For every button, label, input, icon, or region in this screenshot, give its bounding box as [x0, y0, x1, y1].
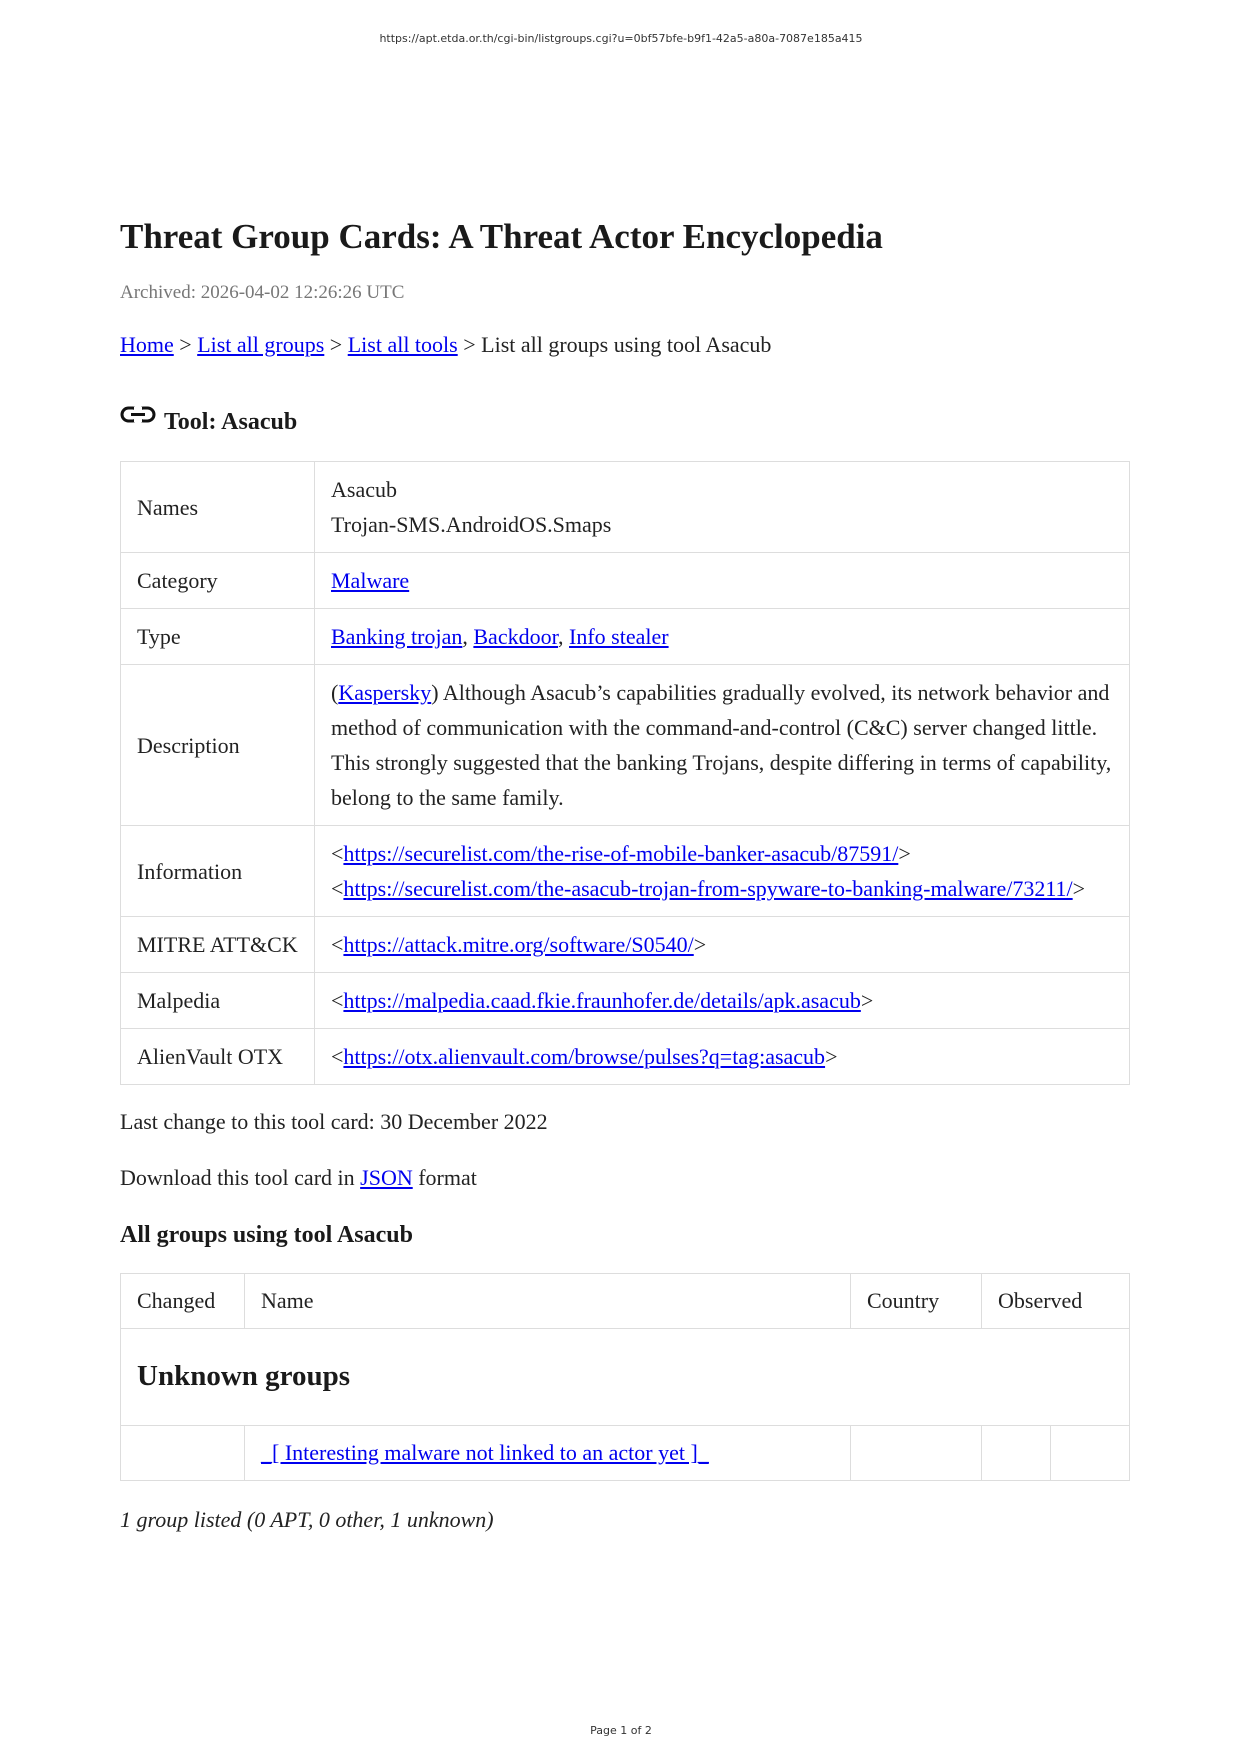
mitre-link[interactable]: https://attack.mitre.org/software/S0540/ [343, 932, 694, 957]
print-url: https://apt.etda.or.th/cgi-bin/listgroups.cgi?u=0bf57bfe-b9f1-42a5-a80a-7087e185a415 [379, 32, 863, 45]
column-header-name: Name [245, 1274, 851, 1329]
type-value [315, 609, 1130, 665]
groups-table [120, 1273, 1130, 1481]
description-label: Description [121, 665, 315, 826]
names-value [315, 462, 1130, 553]
breadcrumb-current: List all groups using tool Asacub [481, 332, 772, 357]
angle-open: < [331, 841, 344, 866]
breadcrumb-groups-link[interactable]: List all groups [197, 332, 325, 357]
download-line [120, 1163, 1130, 1193]
otx-value [315, 1029, 1130, 1085]
otx-row [121, 1029, 1130, 1085]
cell-extra [1051, 1426, 1130, 1481]
breadcrumb-tools-link[interactable]: List all tools [347, 332, 458, 357]
description-row [121, 665, 1130, 826]
information-value [315, 826, 1130, 917]
angle-close: > [860, 988, 874, 1013]
last-change: Last change to this tool card: 30 December 2022 [120, 1109, 548, 1134]
page-title: Threat Group Cards: A Threat Actor Encyclopedia [120, 217, 883, 256]
main-content [120, 200, 1130, 1535]
json-download-link[interactable]: JSON [360, 1165, 413, 1190]
category-label: Category [121, 553, 315, 609]
type-link-info-stealer[interactable]: Info stealer [569, 624, 669, 649]
type-label: Type [121, 609, 315, 665]
category-value [315, 553, 1130, 609]
angle-open: < [331, 876, 344, 901]
angle-open: < [331, 932, 344, 957]
tool-heading [120, 406, 1130, 438]
information-item [331, 871, 1113, 906]
column-header-changed: Changed [121, 1274, 245, 1329]
breadcrumb [120, 330, 1130, 360]
breadcrumb-separator: > [457, 332, 482, 357]
breadcrumb-home-link[interactable]: Home [120, 332, 174, 357]
page-number: Page 1 of 2 [590, 1724, 652, 1737]
malpedia-value [315, 973, 1130, 1029]
breadcrumb-separator: > [173, 332, 198, 357]
mitre-value [315, 917, 1130, 973]
angle-close: > [825, 1044, 838, 1069]
link-icon [120, 403, 156, 427]
breadcrumb-separator: > [324, 332, 348, 357]
information-label: Information [121, 826, 315, 917]
tool-title: Tool: Asacub [164, 408, 298, 435]
type-row [121, 609, 1130, 665]
otx-link[interactable]: https://otx.alienvault.com/browse/pulses?q=tag:asacub [343, 1044, 826, 1069]
angle-close: > [693, 932, 707, 957]
mitre-label: MITRE ATT&CK [121, 917, 315, 973]
cell-name [245, 1426, 851, 1481]
name-item: Asacub [331, 477, 397, 502]
category-row [121, 553, 1130, 609]
column-header-observed: Observed [982, 1274, 1130, 1329]
otx-label: AlienVault OTX [121, 1029, 315, 1085]
description-open-paren: ( [331, 680, 339, 705]
download-suffix: format [412, 1165, 477, 1190]
information-link[interactable]: https://securelist.com/the-rise-of-mobile-banker-asacub/87591/ [343, 841, 899, 866]
information-item [331, 836, 1113, 871]
cell-country [851, 1426, 982, 1481]
groups-heading: All groups using tool Asacub [120, 1222, 413, 1248]
groups-summary: 1 group listed (0 APT, 0 other, 1 unknown) [120, 1507, 494, 1532]
section-row [121, 1329, 1130, 1426]
angle-close: > [1072, 876, 1086, 901]
angle-close: > [898, 841, 911, 866]
information-link[interactable]: https://securelist.com/the-asacub-trojan-from-spyware-to-banking-malware/73211/ [343, 876, 1073, 901]
table-row [121, 1426, 1130, 1481]
malpedia-label: Malpedia [121, 973, 315, 1029]
group-link[interactable]: _[ Interesting malware not linked to an actor yet ]_ [261, 1440, 709, 1465]
description-source-link[interactable]: Kaspersky [338, 680, 432, 705]
column-header-country: Country [851, 1274, 982, 1329]
names-row [121, 462, 1130, 553]
angle-open: < [331, 1044, 344, 1069]
cell-changed [121, 1426, 245, 1481]
type-separator: , [462, 624, 474, 649]
tool-card-table [120, 461, 1130, 1085]
description-text: ) Although Asacub’s capabilities gradually evolved, its network behavior and method of communication with the command-and-control (C&C) server changed little. This strongly suggested that the banking Trojans, despite differing in terms of capability, belong to the same family. [331, 680, 1112, 810]
type-link-banking-trojan[interactable]: Banking trojan [331, 624, 463, 649]
archived-timestamp: Archived: 2026-04-02 12:26:26 UTC [120, 282, 405, 303]
groups-header-row [121, 1274, 1130, 1329]
section-cell [121, 1329, 1130, 1426]
malpedia-row [121, 973, 1130, 1029]
download-prefix: Download this tool card in [120, 1165, 361, 1190]
section-title: Unknown groups [137, 1360, 351, 1392]
names-label: Names [121, 462, 315, 553]
description-value [315, 665, 1130, 826]
malpedia-link[interactable]: https://malpedia.caad.fkie.fraunhofer.de/details/apk.asacub [343, 988, 861, 1013]
type-link-backdoor[interactable]: Backdoor [473, 624, 559, 649]
type-separator: , [558, 624, 570, 649]
name-item: Trojan-SMS.AndroidOS.Smaps [331, 512, 612, 537]
mitre-row [121, 917, 1130, 973]
information-row [121, 826, 1130, 917]
angle-open: < [331, 988, 344, 1013]
category-link[interactable]: Malware [331, 568, 410, 593]
cell-observed [982, 1426, 1051, 1481]
